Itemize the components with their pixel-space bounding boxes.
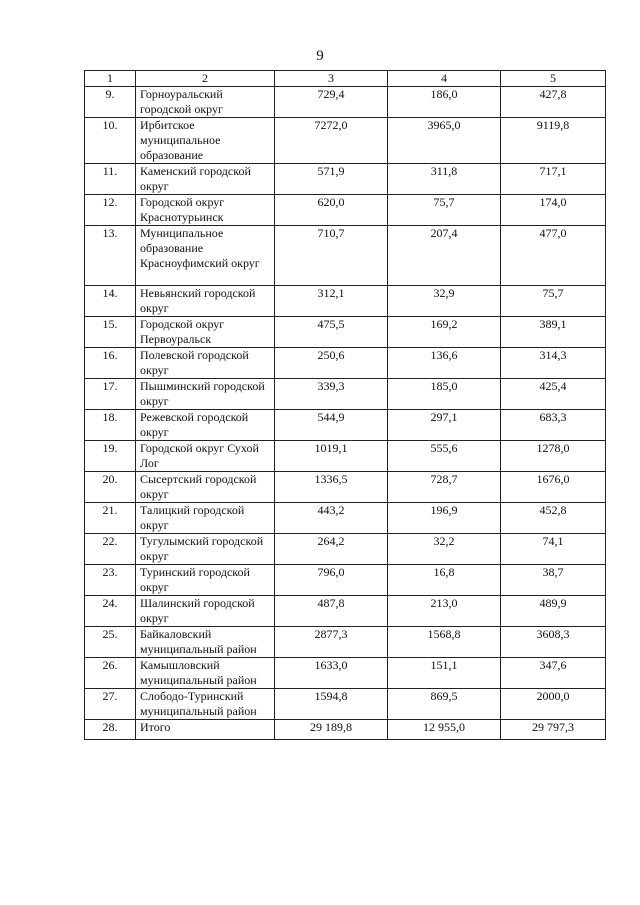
value-col5: 389,1 bbox=[501, 317, 606, 348]
table-row bbox=[85, 286, 606, 317]
value-col3: 7272,0 bbox=[275, 118, 388, 164]
value-col3: 312,1 bbox=[275, 286, 388, 317]
row-number: 24. bbox=[85, 596, 136, 627]
value-col3: 264,2 bbox=[275, 534, 388, 565]
row-number: 16. bbox=[85, 348, 136, 379]
value-col5: 489,9 bbox=[501, 596, 606, 627]
row-number: 20. bbox=[85, 472, 136, 503]
value-col5: 38,7 bbox=[501, 565, 606, 596]
value-col3: 544,9 bbox=[275, 410, 388, 441]
row-number: 25. bbox=[85, 627, 136, 658]
value-col5: 347,6 bbox=[501, 658, 606, 689]
table-row bbox=[85, 410, 606, 441]
table-row bbox=[85, 503, 606, 534]
table-row bbox=[85, 627, 606, 658]
value-col5: 9119,8 bbox=[501, 118, 606, 164]
value-col3: 339,3 bbox=[275, 379, 388, 410]
value-col3: 710,7 bbox=[275, 226, 388, 286]
row-number: 28. bbox=[85, 720, 136, 740]
row-number: 9. bbox=[85, 87, 136, 118]
table-row bbox=[85, 689, 606, 720]
municipality-name: Горноуральский городской округ bbox=[136, 87, 275, 118]
municipality-name: Талицкий городской округ bbox=[136, 503, 275, 534]
value-col3: 2877,3 bbox=[275, 627, 388, 658]
value-col4: 32,2 bbox=[388, 534, 501, 565]
row-number: 22. bbox=[85, 534, 136, 565]
value-col4: 32,9 bbox=[388, 286, 501, 317]
value-col4: 207,4 bbox=[388, 226, 501, 286]
row-number: 12. bbox=[85, 195, 136, 226]
table-row bbox=[85, 379, 606, 410]
municipality-name: Сысертский городской округ bbox=[136, 472, 275, 503]
row-number: 26. bbox=[85, 658, 136, 689]
value-col4: 869,5 bbox=[388, 689, 501, 720]
value-col5: 2000,0 bbox=[501, 689, 606, 720]
municipality-name: Городской округ Первоуральск bbox=[136, 317, 275, 348]
value-col3: 1019,1 bbox=[275, 441, 388, 472]
table-row bbox=[85, 596, 606, 627]
table-row bbox=[85, 164, 606, 195]
value-col4: 311,8 bbox=[388, 164, 501, 195]
value-col3: 1594,8 bbox=[275, 689, 388, 720]
value-col3: 1633,0 bbox=[275, 658, 388, 689]
value-col4: 1568,8 bbox=[388, 627, 501, 658]
value-col3: 29 189,8 bbox=[275, 720, 388, 740]
value-col4: 151,1 bbox=[388, 658, 501, 689]
municipality-name: Городской округ Сухой Лог bbox=[136, 441, 275, 472]
municipality-name: Туринский городской округ bbox=[136, 565, 275, 596]
value-col4: 728,7 bbox=[388, 472, 501, 503]
value-col5: 3608,3 bbox=[501, 627, 606, 658]
value-col3: 729,4 bbox=[275, 87, 388, 118]
row-number: 18. bbox=[85, 410, 136, 441]
value-col4: 196,9 bbox=[388, 503, 501, 534]
value-col5: 75,7 bbox=[501, 286, 606, 317]
value-col5: 1676,0 bbox=[501, 472, 606, 503]
value-col4: 136,6 bbox=[388, 348, 501, 379]
value-col5: 74,1 bbox=[501, 534, 606, 565]
municipality-name: Камышловский муниципальный район bbox=[136, 658, 275, 689]
value-col5: 314,3 bbox=[501, 348, 606, 379]
value-col4: 75,7 bbox=[388, 195, 501, 226]
table-row bbox=[85, 317, 606, 348]
table-row bbox=[85, 658, 606, 689]
row-number: 17. bbox=[85, 379, 136, 410]
table-row bbox=[85, 720, 606, 740]
municipality-name: Муниципальное образование Красноуфимский округ bbox=[136, 226, 275, 286]
table-body bbox=[85, 87, 606, 740]
value-col3: 796,0 bbox=[275, 565, 388, 596]
value-col5: 427,8 bbox=[501, 87, 606, 118]
column-header: 3 bbox=[275, 71, 388, 87]
row-number: 10. bbox=[85, 118, 136, 164]
municipality-name: Невьянский городской округ bbox=[136, 286, 275, 317]
value-col4: 555,6 bbox=[388, 441, 501, 472]
column-header: 1 bbox=[85, 71, 136, 87]
value-col5: 1278,0 bbox=[501, 441, 606, 472]
value-col3: 571,9 bbox=[275, 164, 388, 195]
value-col5: 477,0 bbox=[501, 226, 606, 286]
column-header: 2 bbox=[136, 71, 275, 87]
value-col5: 174,0 bbox=[501, 195, 606, 226]
data-table bbox=[84, 70, 606, 740]
row-number: 21. bbox=[85, 503, 136, 534]
value-col3: 620,0 bbox=[275, 195, 388, 226]
value-col5: 683,3 bbox=[501, 410, 606, 441]
row-number: 14. bbox=[85, 286, 136, 317]
municipality-name: Каменский городской округ bbox=[136, 164, 275, 195]
value-col4: 185,0 bbox=[388, 379, 501, 410]
value-col3: 1336,5 bbox=[275, 472, 388, 503]
municipality-name: Байкаловский муниципальный район bbox=[136, 627, 275, 658]
municipality-name: Пышминский городской округ bbox=[136, 379, 275, 410]
row-number: 19. bbox=[85, 441, 136, 472]
column-header: 5 bbox=[501, 71, 606, 87]
municipality-name: Итого bbox=[136, 720, 275, 740]
value-col3: 475,5 bbox=[275, 317, 388, 348]
row-number: 27. bbox=[85, 689, 136, 720]
municipality-name: Городской округ Краснотурьинск bbox=[136, 195, 275, 226]
table-row bbox=[85, 195, 606, 226]
value-col4: 186,0 bbox=[388, 87, 501, 118]
column-header: 4 bbox=[388, 71, 501, 87]
table-row bbox=[85, 118, 606, 164]
table-header-row bbox=[85, 71, 606, 87]
value-col4: 12 955,0 bbox=[388, 720, 501, 740]
value-col5: 29 797,3 bbox=[501, 720, 606, 740]
value-col4: 213,0 bbox=[388, 596, 501, 627]
row-number: 15. bbox=[85, 317, 136, 348]
value-col4: 16,8 bbox=[388, 565, 501, 596]
value-col4: 3965,0 bbox=[388, 118, 501, 164]
row-number: 23. bbox=[85, 565, 136, 596]
value-col5: 425,4 bbox=[501, 379, 606, 410]
value-col3: 443,2 bbox=[275, 503, 388, 534]
value-col4: 297,1 bbox=[388, 410, 501, 441]
value-col5: 452,8 bbox=[501, 503, 606, 534]
table-row bbox=[85, 534, 606, 565]
table-row bbox=[85, 226, 606, 286]
municipality-name: Тугулымский городской округ bbox=[136, 534, 275, 565]
value-col4: 169,2 bbox=[388, 317, 501, 348]
municipality-name: Ирбитское муниципальное образование bbox=[136, 118, 275, 164]
row-number: 13. bbox=[85, 226, 136, 286]
row-number: 11. bbox=[85, 164, 136, 195]
municipality-name: Шалинский городской округ bbox=[136, 596, 275, 627]
municipality-name: Слободо-Туринский муниципальный район bbox=[136, 689, 275, 720]
value-col5: 717,1 bbox=[501, 164, 606, 195]
table-row bbox=[85, 565, 606, 596]
value-col3: 487,8 bbox=[275, 596, 388, 627]
table-row bbox=[85, 348, 606, 379]
table-row bbox=[85, 441, 606, 472]
page-number: 9 bbox=[316, 48, 324, 64]
municipality-name: Режевской городской округ bbox=[136, 410, 275, 441]
value-col3: 250,6 bbox=[275, 348, 388, 379]
table-row bbox=[85, 87, 606, 118]
table-row bbox=[85, 472, 606, 503]
municipality-name: Полевской городской округ bbox=[136, 348, 275, 379]
